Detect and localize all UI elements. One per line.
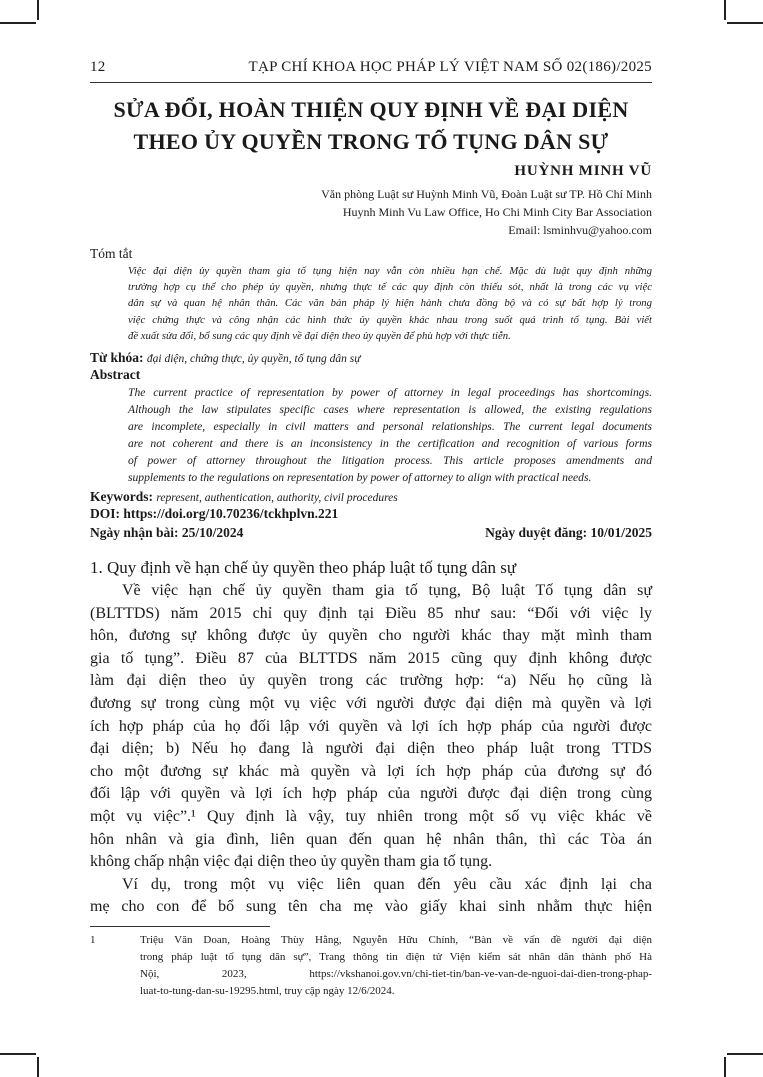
crop-mark: [0, 22, 36, 24]
abstract-line: Although the law stipulates specific cases where representation is allowed, the existing regulations: [128, 403, 652, 417]
abstract-en: [128, 384, 652, 487]
affiliation-vi: Văn phòng Luật sư Huỳnh Minh Vũ, Đoàn Luật sư TP. Hồ Chí Minh: [321, 187, 652, 201]
summary-line: việc chứng thực và công nhận các hình thức ủy quyền khác nhau trong suốt quá trình tố tụng. Bài viết: [128, 313, 652, 326]
accepted-date: Ngày duyệt đăng: 10/01/2025: [485, 525, 652, 540]
title-line: SỬA ĐỔI, HOÀN THIỆN QUY ĐỊNH VỀ ĐẠI DIỆN: [113, 97, 629, 122]
body-line: gia tố tụng”. Điều 87 của BLTTDS năm 2015 cũng quy định không được: [90, 649, 652, 667]
keywords-en-label: Keywords:: [90, 489, 153, 504]
abstract-label: Abstract: [90, 367, 141, 382]
footnote-line: Triệu Văn Doan, Hoàng Thùy Hằng, Nguyễn Hữu Chính, “Bàn về vấn đề người đại diện: [140, 934, 652, 946]
body-line: đại diện; b) Nếu họ đang là người đại diện theo pháp luật trong TTDS: [90, 740, 652, 758]
summary-line: trường hợp cụ thể cho phép ủy quyền, nhưng thực tế các quy định còn thiếu sót, nhất là trong các vụ việc: [128, 281, 652, 294]
article-title: [90, 94, 652, 158]
body-line: mẹ cho con để bổ sung tên cha mẹ vào giấy khai sinh nhằm thực hiện: [90, 898, 652, 916]
page-number: 12: [90, 59, 106, 75]
keywords-en-text: represent, authentication, authority, civil procedures: [156, 492, 398, 504]
body-line: một vụ việc”.¹ Quy định là vậy, tuy nhiên trong một số vụ việc khác về: [90, 807, 652, 825]
title-line: THEO ỦY QUYỀN TRONG TỐ TỤNG DÂN SỰ: [133, 129, 609, 154]
crop-mark: [727, 1053, 763, 1055]
crop-mark: [37, 1057, 39, 1077]
running-header: [90, 59, 652, 81]
author-email: Email: lsminhvu@yahoo.com: [508, 223, 652, 237]
affiliation-en: Huynh Minh Vu Law Office, Ho Chi Minh City Bar Association: [342, 205, 652, 219]
keywords-vi-text: đại diện, chứng thực, ủy quyền, tố tụng dân sự: [146, 353, 361, 365]
abstract-line: supplements to the regulations on representation by power of attorney to align with practical needs.: [128, 471, 592, 485]
abstract-line: are incomplete, especially in civil matters and personal relationships. The current legal documents: [128, 420, 652, 434]
summary-line: đề xuất sửa đổi, bổ sung các quy định về đại diện theo ủy quyền để phù hợp với thực tiễn.: [128, 329, 511, 342]
author-name: HUỲNH MINH VŨ: [514, 163, 652, 179]
footnote-line: Nội, 2023, https://vkshanoi.gov.vn/chi-tiet-tin/ban-ve-van-de-nguoi-dai-dien-trong-phap-: [140, 968, 652, 980]
footnote-rule: [90, 926, 270, 927]
received-date: Ngày nhận bài: 25/10/2024: [90, 525, 244, 540]
body-line: đương sự trong cùng một vụ việc với người được đại diện mà quyền và lợi: [90, 694, 652, 712]
body-text: [90, 580, 652, 919]
crop-mark: [0, 1053, 36, 1055]
body-line: không chấp nhận việc đại diện theo ủy quyền tham gia tố tụng.: [90, 853, 493, 871]
body-line: làm đại diện theo ủy quyền trong các trường hợp: “a) Nếu họ cũng là: [90, 672, 652, 690]
abstract-line: of power of attorney throughout the litigation process. This article proposes amendments and: [128, 454, 652, 468]
body-line: cho một đương sự khác mà quyền và lợi ích hợp pháp của đương sự đó: [90, 762, 652, 780]
footnote-text: [140, 932, 652, 1000]
body-line: hôn, đương sự không được ủy quyền cho người khác thay mặt mình tham: [90, 627, 652, 645]
crop-mark: [724, 1057, 726, 1077]
journal-title: TẠP CHÍ KHOA HỌC PHÁP LÝ VIỆT NAM SỐ 02(186)/2025: [248, 59, 652, 75]
summary-label: Tóm tắt: [90, 246, 133, 261]
body-line: (BLTTDS) năm 2015 chỉ quy định tại Điều 85 như sau: “Đối với việc ly: [90, 604, 652, 622]
crop-mark: [727, 22, 763, 24]
summary-line: dân sự và quan hệ nhân thân. Các văn bản pháp lý hiện hành chưa đồng bộ và có sự bất hợp lý trong: [128, 297, 652, 310]
keywords-en: [90, 489, 398, 505]
body-line: Ví dụ, trong một vụ việc liên quan đến yêu cầu xác định lại cha: [122, 875, 652, 893]
keywords-vi: [90, 350, 361, 366]
doi: DOI: https://doi.org/10.70236/tckhplvn.221: [90, 506, 339, 521]
header-rule: [90, 82, 652, 83]
footnote-line: trong pháp luật tố tụng dân sự”, Trang thông tin điện tử Viện kiểm sát nhân dân thành phố Hà: [140, 951, 652, 963]
abstract-line: The current practice of representation by power of attorney in legal proceedings has shortcomings.: [128, 386, 652, 399]
footnote-line: luat-to-tung-dan-su-19295.html, truy cập ngày 12/6/2024.: [140, 985, 395, 997]
abstract-line: are not coherent and there is an inconsistency in the certification and recognition of various forms: [128, 437, 652, 451]
body-line: ích hợp pháp của họ đối lập với quyền và lợi ích hợp pháp của người được: [90, 717, 652, 735]
body-line: hôn nhân và gia đình, liên quan đến quan hệ nhân thân, thì các Tòa án: [90, 830, 652, 848]
crop-mark: [724, 0, 726, 20]
body-line: Về việc hạn chế ủy quyền tham gia tố tụng, Bộ luật Tố tụng dân sự: [122, 582, 652, 599]
summary-vi: [128, 263, 652, 344]
summary-line: Việc đại diện ủy quyền tham gia tố tụng hiện nay vẫn còn nhiều hạn chế. Mặc dù luật quy định những: [128, 265, 652, 277]
crop-mark: [37, 0, 39, 20]
footnote-number: 1: [90, 934, 96, 946]
keywords-vi-label: Từ khóa:: [90, 350, 144, 365]
section-heading: 1. Quy định về hạn chế ủy quyền theo pháp luật tố tụng dân sự: [90, 558, 517, 577]
body-line: đối lập với quyền và lợi ích hợp pháp của người được đại diện trong cùng: [90, 785, 652, 803]
